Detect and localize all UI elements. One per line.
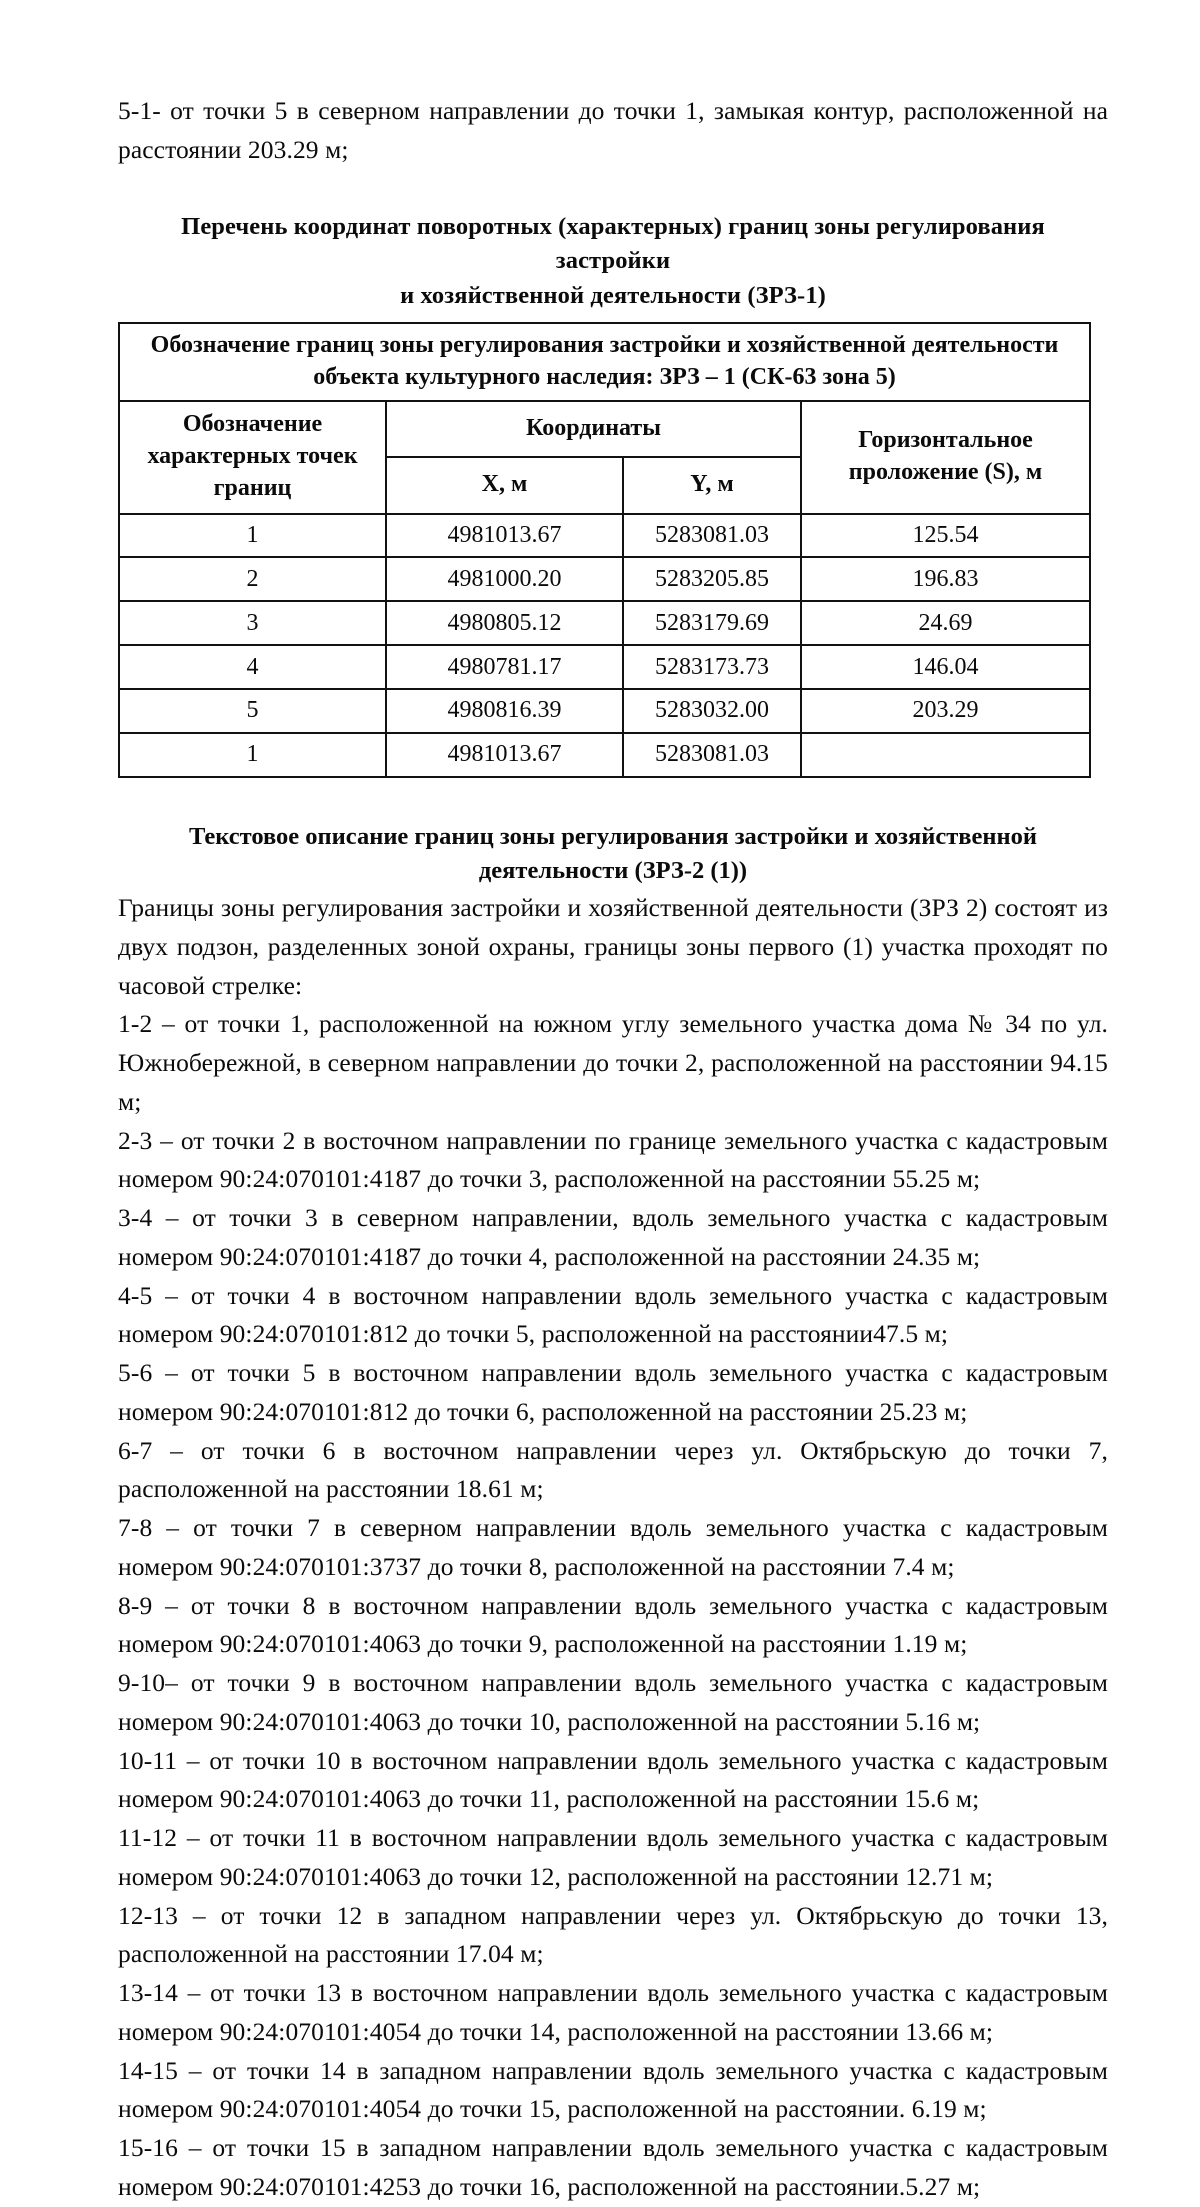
header-horizontal-line-1: Горизонтальное	[858, 427, 1033, 454]
table-body	[119, 514, 1090, 777]
header-horizontal-line-2: проложение (S), м	[848, 459, 1043, 486]
cell-x: 4980781.17	[386, 645, 623, 689]
segment-4-5: 4-5 – от точки 4 в восточном направлении вдоль земельного участка с кадастровым номером 90:24:070101:812 до точки 5, расположенной на расстоянии47.5 м;	[118, 1280, 1108, 1349]
table-row	[119, 601, 1090, 645]
segment-9-10: 9-10– от точки 9 в восточном направлении вдоль земельного участка с кадастровым номером 90:24:070101:4063 до точки 10, расположенной на расстоянии 5.16 м;	[118, 1668, 1108, 1736]
table-title-cell	[119, 323, 1090, 401]
segment-5-6: 5-6 – от точки 5 в восточном направлении вдоль земельного участка с кадастровым номером 90:24:070101:812 до точки 6, расположенной на расстоянии 25.23 м;	[118, 1358, 1108, 1426]
cell-s	[801, 733, 1090, 777]
table-heading	[133, 210, 1093, 314]
table-title-line-2: объекта культурного наследия: ЗРЗ – 1 (СК-63 зона 5)	[313, 364, 896, 390]
table-heading-line-2: и хозяйственной деятельности (ЗРЗ-1)	[400, 282, 826, 310]
cell-point: 2	[119, 557, 386, 601]
cell-s: 125.54	[801, 514, 1090, 558]
table-row	[119, 689, 1090, 733]
header-point-designation	[119, 401, 386, 513]
coordinates-table-wrapper	[118, 314, 1108, 768]
cell-s: 24.69	[801, 601, 1090, 645]
table-title-line-1: Обозначение границ зоны регулирования застройки и хозяйственной деятельности	[150, 331, 1059, 358]
header-x: X, м	[386, 457, 623, 513]
coordinates-table	[118, 322, 1091, 778]
header-coordinates: Координаты	[386, 401, 801, 457]
cell-s: 146.04	[801, 645, 1090, 689]
cell-s: 196.83	[801, 557, 1090, 601]
header-y: Y, м	[623, 457, 801, 513]
section2-heading-line-2: деятельности (ЗРЗ-2 (1))	[478, 857, 748, 885]
cell-x: 4980816.39	[386, 689, 623, 733]
table-row	[119, 514, 1090, 558]
segment-1-2: 1-2 – от точки 1, расположенной на южном углу земельного участка дома № 34 по ул. Южнобережной, в северном направлении до точки 2, расположенной на расстоянии 94.15 м;	[118, 1009, 1108, 1116]
header-point-line-3: границ	[213, 475, 292, 502]
segment-13-14: 13-14 – от точки 13 в восточном направлении вдоль земельного участка с кадастровым номером 90:24:070101:4054 до точки 14, расположенной на расстоянии 13.66 м;	[118, 1978, 1108, 2046]
section2-heading	[163, 820, 1063, 890]
segment-8-9: 8-9 – от точки 8 в восточном направлении вдоль земельного участка с кадастровым номером 90:24:070101:4063 до точки 9, расположенной на расстоянии 1.19 м;	[118, 1590, 1108, 1659]
paragraph-segment-5-1: 5-1- от точки 5 в северном направлении до точки 1, замыкая контур, расположенной на расстоянии 203.29 м;	[118, 96, 1108, 164]
table-title-row	[119, 323, 1090, 401]
cell-point: 3	[119, 601, 386, 645]
cell-x: 4981000.20	[386, 557, 623, 601]
cell-y: 5283032.00	[623, 689, 801, 733]
segment-14-15: 14-15 – от точки 14 в западном направлении вдоль земельного участка с кадастровым номером 90:24:070101:4054 до точки 15, расположенной на расстоянии. 6.19 м;	[118, 2055, 1108, 2124]
segment-6-7: 6-7 – от точки 6 в восточном направлении через ул. Октябрьскую до точки 7, расположенной на расстоянии 18.61 м;	[118, 1435, 1108, 1504]
cell-point: 4	[119, 645, 386, 689]
cell-y: 5283205.85	[623, 557, 801, 601]
spacer	[118, 170, 1108, 210]
table-row	[119, 557, 1090, 601]
segment-3-4: 3-4 – от точки 3 в северном направлении, вдоль земельного участка с кадастровым номером 90:24:070101:4187 до точки 4, расположенной на расстоянии 24.35 м;	[118, 1203, 1108, 1271]
cell-x: 4980805.12	[386, 601, 623, 645]
table-head	[119, 323, 1090, 514]
header-point-line-1: Обозначение	[182, 411, 323, 438]
cell-y: 5283179.69	[623, 601, 801, 645]
section2-intro-paragraph: Границы зоны регулирования застройки и хозяйственной деятельности (ЗРЗ 2) состоят из двух подзон, разделенных зоной охраны, границы зоны первого (1) участка проходят по часовой стрелке:	[118, 893, 1108, 1000]
table-heading-line-1: Перечень координат поворотных (характерных) границ зоны регулирования застройки	[181, 212, 1045, 275]
segment-11-12: 11-12 – от точки 11 в восточном направлении вдоль земельного участка с кадастровым номером 90:24:070101:4063 до точки 12, расположенной на расстоянии 12.71 м;	[118, 1823, 1108, 1891]
segment-7-8: 7-8 – от точки 7 в северном направлении вдоль земельного участка с кадастровым номером 90:24:070101:3737 до точки 8, расположенной на расстоянии 7.4 м;	[118, 1513, 1108, 1581]
segment-12-13: 12-13 – от точки 12 в западном направлении через ул. Октябрьскую до точки 13, расположенной на расстоянии 17.04 м;	[118, 1900, 1108, 1969]
segment-10-11: 10-11 – от точки 10 в восточном направлении вдоль земельного участка с кадастровым номером 90:24:070101:4063 до точки 11, расположенной на расстоянии 15.6 м;	[118, 1745, 1108, 1814]
table-row	[119, 645, 1090, 689]
cell-x: 4981013.67	[386, 514, 623, 558]
header-horizontal-distance	[801, 401, 1090, 513]
table-header-row-1	[119, 401, 1090, 457]
cell-y: 5283173.73	[623, 645, 801, 689]
header-point-line-2: характерных точек	[147, 443, 358, 470]
cell-y: 5283081.03	[623, 514, 801, 558]
section2-heading-line-1: Текстовое описание границ зоны регулирования застройки и хозяйственной	[188, 822, 1038, 850]
table-row	[119, 733, 1090, 777]
cell-point: 1	[119, 733, 386, 777]
segment-2-3: 2-3 – от точки 2 в восточном направлении по границе земельного участка с кадастровым номером 90:24:070101:4187 до точки 3, расположенной на расстоянии 55.25 м;	[118, 1125, 1108, 1194]
cell-point: 1	[119, 514, 386, 558]
cell-x: 4981013.67	[386, 733, 623, 777]
segment-15-16: 15-16 – от точки 15 в западном направлении вдоль земельного участка с кадастровым номером 90:24:070101:4253 до точки 16, расположенной на расстоянии.5.27 м;	[118, 2133, 1108, 2201]
cell-point: 5	[119, 689, 386, 733]
cell-s: 203.29	[801, 689, 1090, 733]
cell-y: 5283081.03	[623, 733, 801, 777]
